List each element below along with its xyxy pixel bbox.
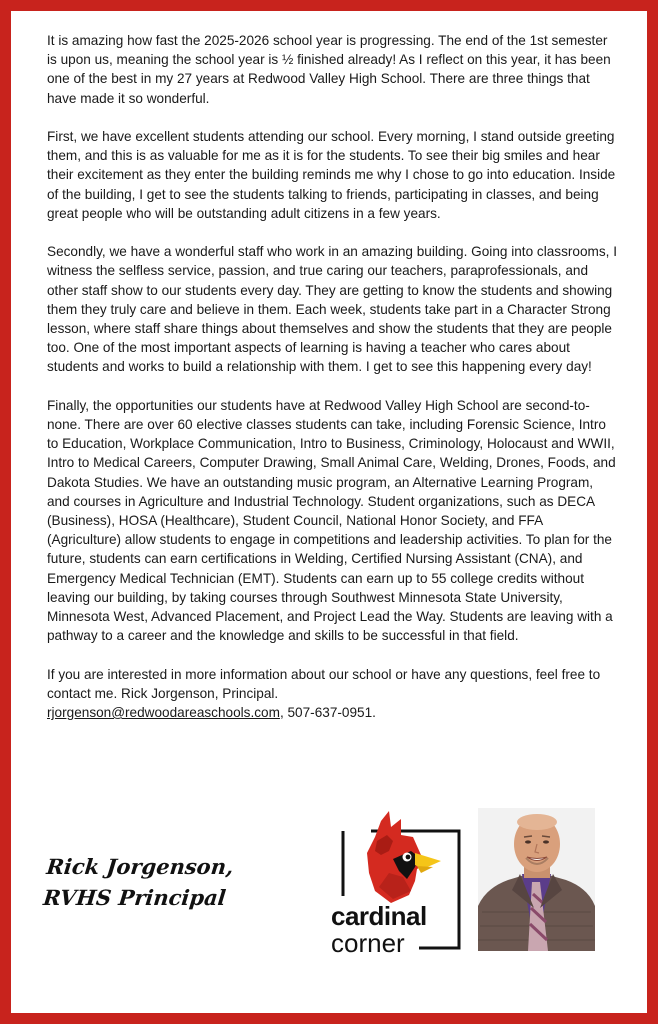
letter-body [47, 31, 617, 741]
cardinal-icon [367, 811, 441, 903]
paragraph-opportunities: Finally, the opportunities our students have at Redwood Valley High School are second-to-none. There are over 60 elective classes students can take, including Forensic Science, Intro to Education, Workplace Communication, Intro to Business, Criminology, Holocaust and WWII, Intro to Medical Careers, Computer Drawing, Small Animal Care, Welding, Drones, Foods, and Dakota Studies. We have an outstanding music program, an Alternative Learning Program, and courses in Agriculture and Industrial Technology. Student organizations, such as DECA (Business), HOSA (Healthcare), Student Council, National Honor Society, and FFA (Agriculture) allow students to engage in competitions and leadership activities. To plan for the future, students can earn certifications in Welding, Certified Nursing Assistant (CNA), and Emergency Medical Technician (EMT). Students can earn up to 55 college credits without leaving our building, by taking courses through Southwest Minnesota State University, Minnesota West, Advanced Placement, and Project Lead the Way. Students are leaving with a pathway to a career and the knowledge and skills to be successful in that field. [47, 397, 616, 644]
signature-name: Rick Jorgenson, [45, 854, 235, 879]
contact-text: If you are interested in more information about our school or have any questions, feel free to contact me. Rick Jorgenson, Principal. [47, 666, 601, 701]
logo-word-cardinal: cardinal [331, 901, 427, 931]
paragraph-students: First, we have excellent students attending our school. Every morning, I stand outside greeting them, and this is as valuable for me as it is for the students. To see their big smiles and hear their excitement as they enter the building reminds me why I chose to go into education. Inside of the building, I get to see the students talking to friends, participating in classes, and being great people who will be outstanding adult citizens in a few years. [47, 129, 616, 221]
logo-wordmark [331, 903, 451, 956]
newsletter-page [11, 11, 647, 1013]
logo-word-corner: corner [331, 928, 405, 958]
paragraph-staff: Secondly, we have a wonderful staff who work in an amazing building. Going into classrooms, I witness the selfless service, passion, and true caring our teachers, paraprofessionals, and other staff show to our students every day. They are getting to know the students and showing them they truly care and believe in them. Each week, students take part in a Character Strong lesson, where staff share things about themselves and show the students that they are people too. One of the most important aspects of learning is having a teacher who cares about students and works to build a relationship with them. I get to see this happening every day! [47, 244, 617, 375]
principal-portrait [478, 808, 595, 951]
email-link[interactable]: rjorgenson@redwoodareaschools.com [47, 705, 280, 721]
paragraph-contact [47, 665, 617, 723]
paragraph-intro: It is amazing how fast the 2025-2026 school year is progressing. The end of the 1st semester is upon us, meaning the school year is ½ finished already! As I reflect on this year, it has been one of the best in my 27 years at Redwood Valley High School. There are three things that have made it so wonderful. [47, 33, 611, 106]
signature-title: RVHS Principal [42, 885, 228, 910]
principal-photo [478, 808, 595, 951]
cardinal-corner-logo [331, 811, 461, 958]
signature [42, 851, 235, 913]
phone-number: , 507-637-0951. [279, 705, 376, 721]
